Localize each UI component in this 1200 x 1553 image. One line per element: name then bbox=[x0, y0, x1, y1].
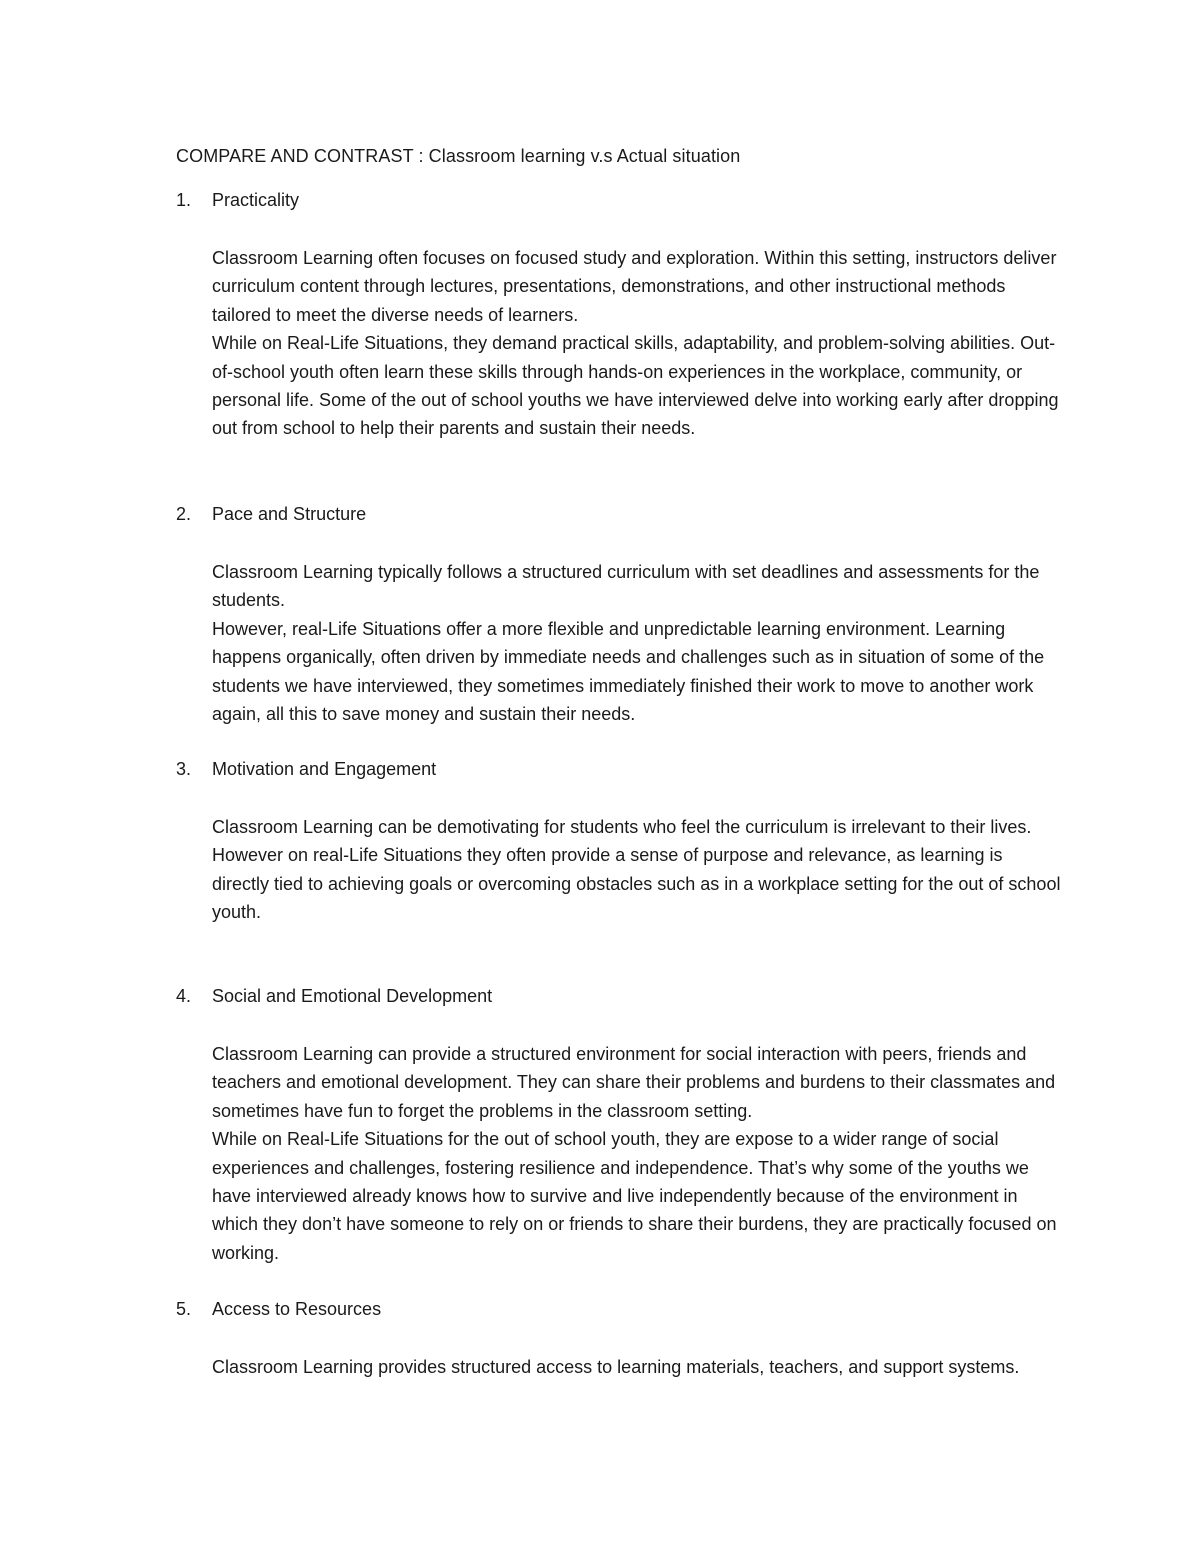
paragraph: Classroom Learning typically follows a structured curriculum with set deadlines and assessments for the students. bbox=[212, 562, 1040, 611]
section-pace-and-structure bbox=[176, 502, 1066, 728]
paragraph: While on Real-Life Situations, they demand practical skills, adaptability, and problem-solving abilities. Out-of-school youth often learn these skills through hands-on experiences in the workplace, community, or personal life. Some of the out of school youths we have interviewed delve into working early after dropping out from school to help their parents and sustain their needs. bbox=[212, 333, 1059, 439]
section-body bbox=[212, 1353, 1062, 1381]
section-body bbox=[212, 1040, 1062, 1267]
section-body bbox=[212, 558, 1062, 728]
paragraph: While on Real-Life Situations for the out of school youth, they are expose to a wider range of social experiences and challenges, fostering resilience and independence. That’s why some of the youths we have interviewed already knows how to survive and live independently because of the environment in which they don’t have someone to rely on or friends to share their burdens, they are practically focused on working. bbox=[212, 1129, 1057, 1263]
section-body bbox=[212, 244, 1062, 443]
section-access-to-resources bbox=[176, 1297, 1066, 1381]
list-number: 2. bbox=[176, 504, 192, 524]
section-heading-text: Access to Resources bbox=[212, 1299, 382, 1319]
list-number: 4. bbox=[176, 986, 192, 1006]
section-heading-text: Social and Emotional Development bbox=[212, 986, 493, 1006]
paragraph: However on real-Life Situations they often provide a sense of purpose and relevance, as learning is directly tied to achieving goals or overcoming obstacles such as in a workplace setting for the out of school youth. bbox=[212, 845, 1061, 923]
paragraph: However, real-Life Situations offer a more flexible and unpredictable learning environment. Learning happens organically, often driven by immediate needs and challenges such as in situation of some of the students we have interviewed, they sometimes immediately finished their work to move to another work again, all this to save money and sustain their needs. bbox=[212, 618, 1045, 725]
section-motivation-and-engagement bbox=[176, 757, 1066, 927]
section-body bbox=[212, 813, 1062, 927]
section-heading-text: Motivation and Engagement bbox=[212, 759, 437, 779]
section-heading bbox=[176, 757, 1066, 781]
section-heading-text: Pace and Structure bbox=[212, 504, 367, 524]
section-heading-text: Practicality bbox=[212, 190, 300, 210]
document-title: COMPARE AND CONTRAST : Classroom learning v.s Actual situation bbox=[176, 146, 741, 166]
paragraph: Classroom Learning can provide a structured environment for social interaction with peers, friends and teachers and emotional development. They can share their problems and burdens to their classmates and sometimes have fun to forget the problems in the classroom setting. bbox=[212, 1044, 1056, 1121]
paragraph: Classroom Learning can be demotivating for students who feel the curriculum is irrelevant to their lives. bbox=[212, 817, 1032, 837]
paragraph: Classroom Learning provides structured access to learning materials, teachers, and support systems. bbox=[212, 1357, 1020, 1377]
list-number: 1. bbox=[176, 190, 192, 210]
section-heading bbox=[176, 502, 1066, 526]
section-heading bbox=[176, 1297, 1066, 1321]
section-social-and-emotional-development bbox=[176, 984, 1066, 1267]
list-number: 3. bbox=[176, 759, 192, 779]
section-practicality bbox=[176, 188, 1066, 443]
paragraph: Classroom Learning often focuses on focused study and exploration. Within this setting, instructors deliver curriculum content through lectures, presentations, demonstrations, and other instructional methods tailored to meet the diverse needs of learners. bbox=[212, 248, 1057, 325]
section-heading bbox=[176, 188, 1066, 212]
section-heading bbox=[176, 984, 1066, 1008]
list-number: 5. bbox=[176, 1299, 192, 1319]
